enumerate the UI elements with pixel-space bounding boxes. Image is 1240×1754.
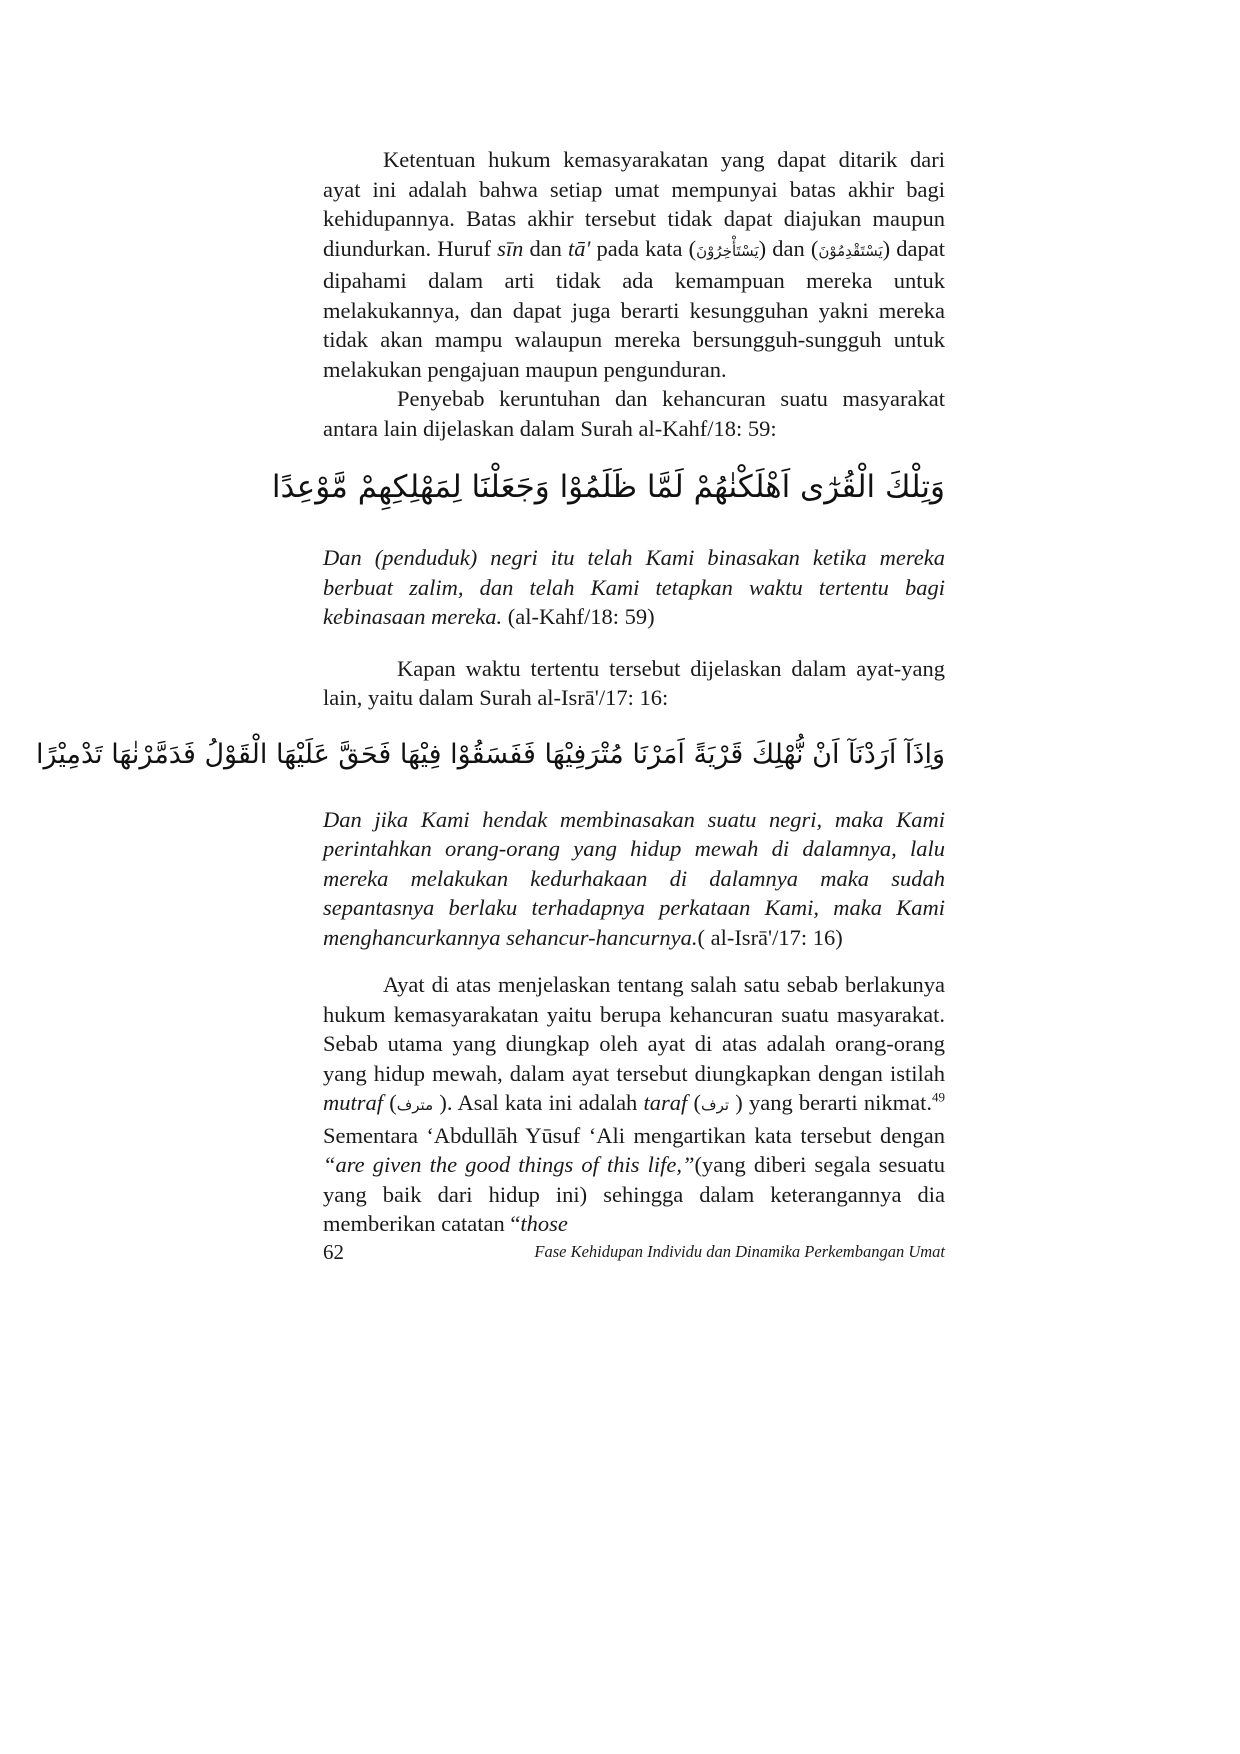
term-ta: tā' (568, 235, 591, 261)
paragraph-1: Ketentuan hukum kemasyarakatan yang dapat ditarik dari ayat ini adalah bahwa setiap umat mempunyai batas akhir bagi kehidupannya. Batas akhir tersebut tidak dapat diajukan maupun diundurkan. Huruf sīn dan tā' pada kata (يَسْتَأْخِرُوْنَ) dan (يَسْتَقْدِمُوْنَ) dapat dipahami dalam arti tidak ada kemampuan mereka untuk melakukannya, dan dapat juga berarti kesungguhan yakni mereka tidak akan mampu walaupun mereka bersungguh-sungguh untuk melakukan pengajuan maupun pengunduran. (323, 147, 945, 382)
english-quote: “are given the good things of this life,” (323, 1152, 695, 1177)
arabic-word-mutraf: مترف (396, 1096, 434, 1114)
footnote-marker[interactable]: 49 (931, 1089, 945, 1105)
arabic-word-yastaqdimun: يَسْتَقْدِمُوْنَ (818, 241, 883, 260)
term-taraf: taraf (643, 1090, 688, 1115)
paragraph-2: Penyebab keruntuhan dan kehancuran suatu masyarakat antara lain dijelaskan dalam Surah al-Kahf/18: 59: (323, 386, 945, 441)
arabic-word-taraf: ترف (701, 1096, 730, 1114)
body-text (35, 145, 945, 1239)
paragraph-4: Ayat di atas menjelaskan tentang salah satu sebab berlakunya hukum kemasyarakatan yaitu berupa kehancuran suatu masyarakat. Sebab utama yang diungkap oleh ayat di atas adalah orang-orang yang hidup mewah, dalam ayat tersebut diungkapkan dengan istilah mutraf (مترف ). Asal kata ini adalah taraf (ترف ) yang berarti nikmat.$^{49}$ Sementara ‘Abdullāh Yūsuf ‘Ali mengartikan kata tersebut dengan “are given the good things of this life,”(yang diberi segala sesuatu yang baik dari hidup ini) sehingga dalam keterangannya dia memberikan catatan “those (323, 972, 945, 1236)
translation-al-isra-16: Dan jika Kami hendak membinasakan suatu negri, maka Kami perintahkan orang-orang yang hidup mewah di dalamnya, lalu mereka melakukan kedurhakaan di dalamnya maka sudah sepantasnya berlaku terhadapnya perkataan Kami, maka Kami menghancurkannya sehancur-hancurnya.( al-Isrā'/17: 16) (323, 806, 945, 950)
paragraph-3: Kapan waktu tertentu tersebut dijelaskan dalam ayat-yang lain, yaitu dalam Surah al-Isrā'/17: 16: (323, 655, 945, 710)
page-footer (323, 1240, 945, 1270)
verse-reference: (al-Kahf/18: 59) (507, 604, 655, 629)
verse-reference: ( al-Isrā'/17: 16) (697, 924, 843, 950)
term-sin: sīn (497, 235, 524, 261)
running-title: Fase Kehidupan Individu dan Dinamika Perkembangan Umat (534, 1242, 945, 1261)
arabic-word-yastakhirun: يَسْتَأْخِرُوْنَ (696, 241, 759, 260)
quran-verse-al-isra-16: وَاِذَآ اَرَدْنَآ اَنْ نُّهْلِكَ قَرْيَةً اَمَرْنَا مُتْرَفِيْهَا فَفَسَقُوْا فِيْهَا فَحَقَّ عَلَيْهَا الْقَوْلُ فَدَمَّرْنٰهَا تَدْمِيْرًا (35, 738, 945, 770)
page-number: 62 (323, 1240, 344, 1264)
term-mutraf: mutraf (323, 1090, 384, 1115)
trailing-italic: those (520, 1211, 568, 1236)
translation-al-kahf-59: Dan (penduduk) negri itu telah Kami binasakan ketika mereka berbuat zalim, dan telah Kami tetapkan waktu tertentu bagi kebinasaan mereka. (al-Kahf/18: 59) (323, 545, 945, 629)
quran-verse-al-kahf-59: وَتِلْكَ الْقُرٰٓى اَهْلَكْنٰهُمْ لَمَّا ظَلَمُوْا وَجَعَلْنَا لِمَهْلِكِهِمْ مَّوْعِدًا (271, 469, 945, 505)
